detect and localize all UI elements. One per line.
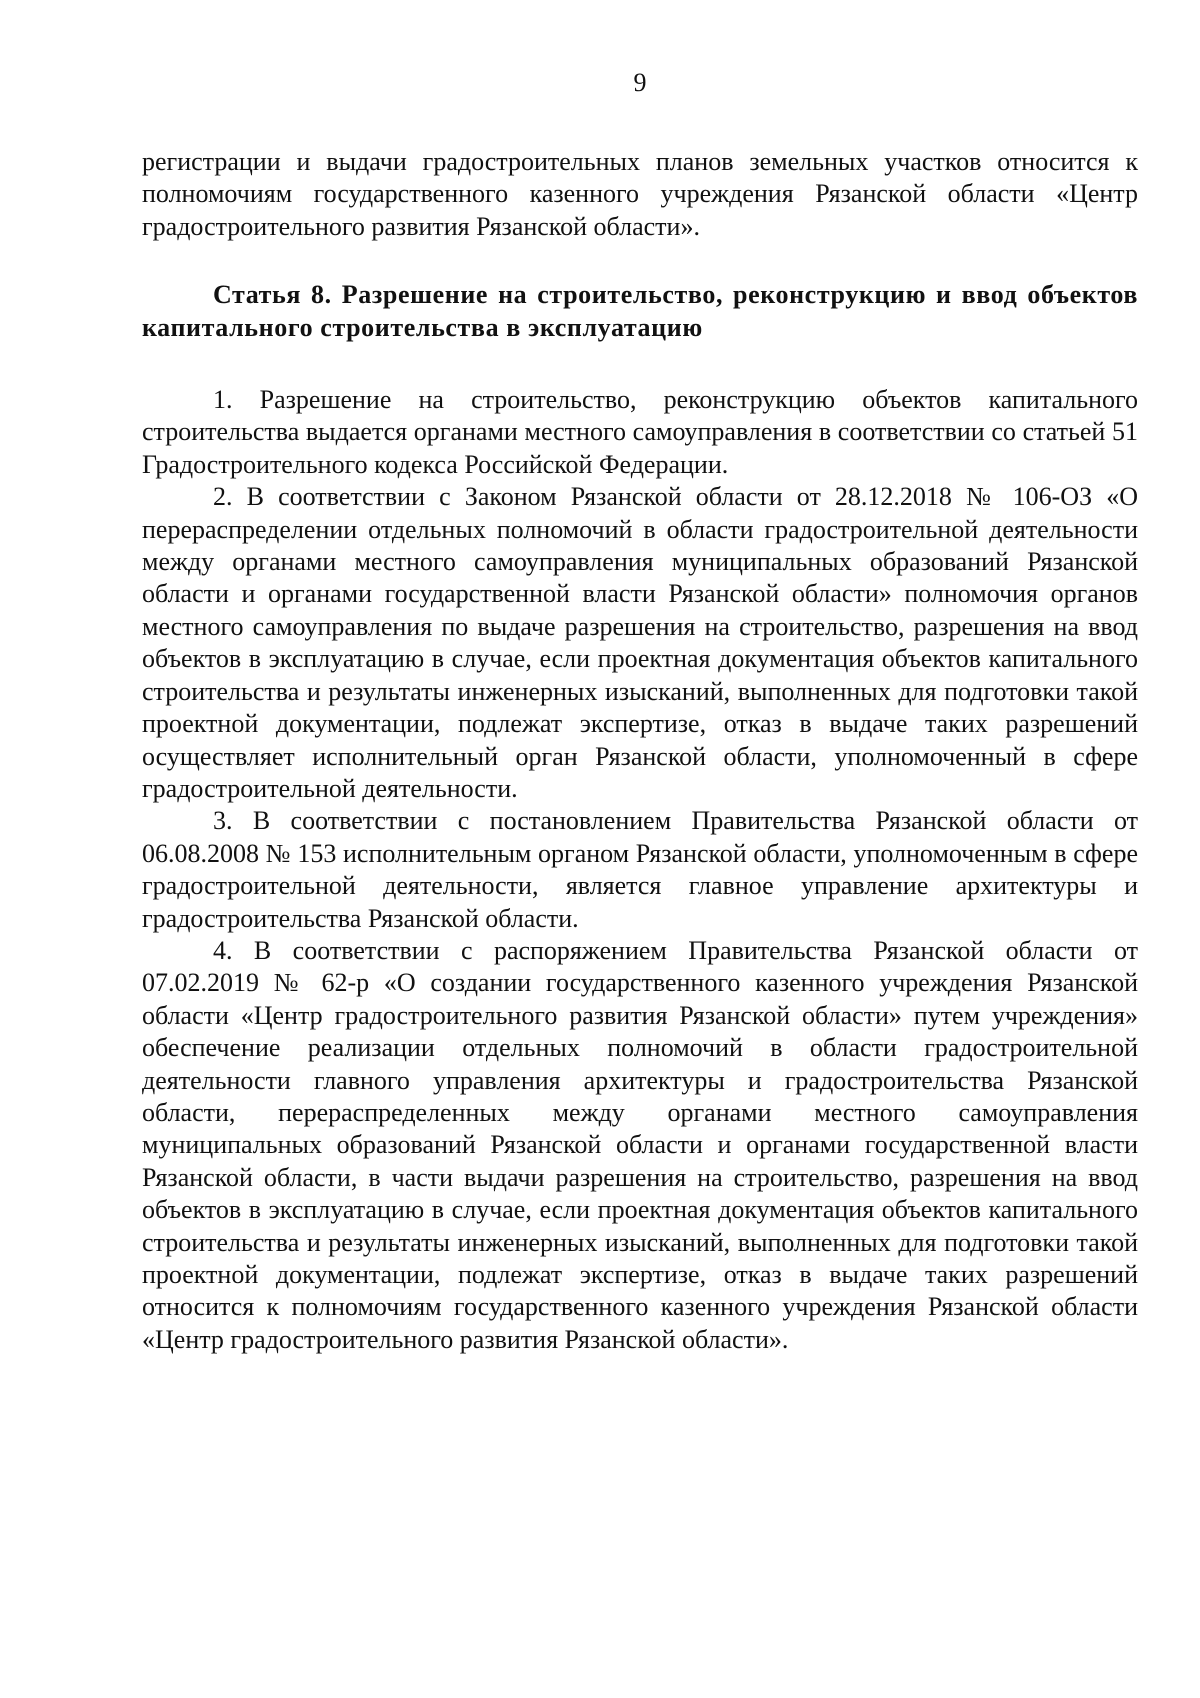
continuation-paragraph: регистрации и выдачи градостроительных планов земельных участков относится к полномочиям государственного казенного учреждения Рязанской области «Центр градостроительного развития Рязанской области». — [142, 147, 1138, 241]
document-page — [142, 0, 1138, 1698]
document-body — [142, 146, 1138, 1356]
paragraph-1: 1. Разрешение на строительство, реконструкцию объектов капитального строительства выдается органами местного самоуправления в соответствии со статьей 51 Градостроительного кодекса Российской Федерации. — [142, 385, 1138, 479]
paragraph-2: 2. В соответствии с Законом Рязанской области от 28.12.2018 № 106-ОЗ «О перераспределении отдельных полномочий в области градостроительной деятельности между органами местного самоуправления муниципальных образований Рязанской области и органами государственной власти Рязанской области» полномочия органов местного самоуправления по выдаче разрешения на строительство, разрешения на ввод объектов в эксплуатацию в случае, если проектная документация объектов капитального строительства и результаты инженерных изысканий, выполненных для подготовки такой проектной документации, подлежат экспертизе, отказ в выдаче таких разрешений осуществляет исполнительный орган Рязанской области, уполномоченный в сфере градостроительной деятельности. — [142, 482, 1138, 803]
paragraph-3: 3. В соответствии с постановлением Правительства Рязанской области от 06.08.2008 № 153 исполнительным органом Рязанской области, уполномоченным в сфере градостроительной деятельности, является главное управление архитектуры и градостроительства Рязанской области. — [142, 806, 1138, 933]
article-heading: Статья 8. Разрешение на строительство, реконструкцию и ввод объектов капитального строительства в эксплуатацию — [142, 280, 1138, 342]
page-number: 9 — [633, 68, 647, 97]
paragraph-4: 4. В соответствии с распоряжением Правительства Рязанской области от 07.02.2019 № 62-р «О создании государственного казенного учреждения Рязанской области «Центр градостроительного развития Рязанской области» путем учреждения» обеспечение реализации отдельных полномочий в области градостроительной деятельности главного управления архитектуры и градостроительства Рязанской области, перераспределенных между органами местного самоуправления муниципальных образований Рязанской области и органами государственной власти Рязанской области, в части выдачи разрешения на строительство, разрешения на ввод объектов в эксплуатацию в случае, если проектная документация объектов капитального строительства и результаты инженерных изысканий, выполненных для подготовки такой проектной документации, подлежат экспертизе, отказ в выдаче таких разрешений относится к полномочиям государственного казенного учреждения Рязанской области «Центр градостроительного развития Рязанской области». — [142, 935, 1138, 1354]
